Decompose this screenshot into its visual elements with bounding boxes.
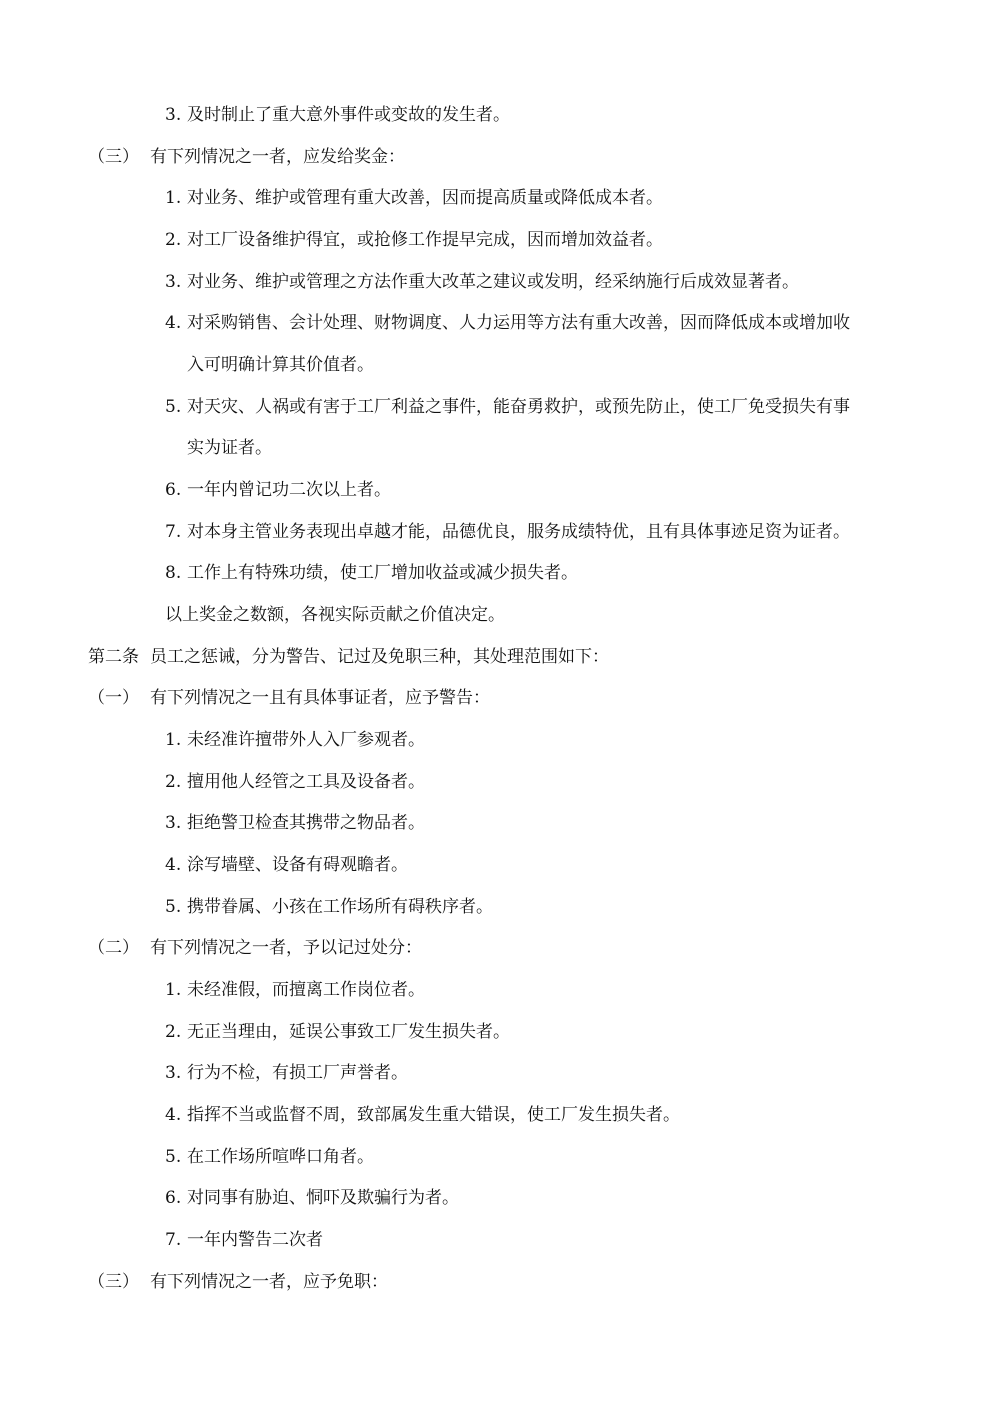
list-item — [165, 187, 663, 209]
section-title: 有下列情况之一且有具体事证者，应予警告： — [150, 688, 490, 708]
list-item — [165, 979, 425, 1001]
section-heading-bonus — [88, 146, 405, 168]
item-number: 7. — [165, 522, 182, 542]
item-text: 对工厂设备维护得宜，或抢修工作提早完成，因而增加效益者。 — [187, 230, 663, 250]
item-number: 8. — [165, 563, 182, 583]
item-text: 携带眷属、小孩在工作场所有碍秩序者。 — [187, 897, 493, 917]
item-text: 涂写墙壁、设备有碍观瞻者。 — [187, 855, 408, 875]
item-number: 3. — [165, 272, 182, 292]
article-heading — [88, 646, 609, 668]
item-number: 6. — [165, 480, 182, 500]
item-text: 擅用他人经管之工具及设备者。 — [187, 772, 425, 792]
item-text: 一年内曾记功二次以上者。 — [187, 480, 391, 500]
item-number: 5. — [165, 397, 182, 417]
item-number: 2. — [165, 230, 182, 250]
section-heading-warning — [88, 687, 490, 709]
section-title: 有下列情况之一者，予以记过处分： — [150, 938, 422, 958]
item-continuation: 实为证者。 — [187, 438, 272, 458]
list-item — [165, 521, 850, 543]
section-heading-dismissal — [88, 1271, 388, 1293]
list-item — [165, 396, 850, 418]
item-number: 3. — [165, 1063, 182, 1083]
item-number: 1. — [165, 730, 182, 750]
item-text: 在工作场所喧哗口角者。 — [187, 1147, 374, 1167]
item-text: 对本身主管业务表现出卓越才能，品德优良，服务成绩特优，且有具体事迹足资为证者。 — [187, 522, 850, 542]
item-number: 2. — [165, 1022, 182, 1042]
list-item — [165, 1104, 680, 1126]
item-number: 3. — [165, 105, 182, 125]
item-text: 对同事有胁迫、恫吓及欺骗行为者。 — [187, 1188, 459, 1208]
item-text: 对采购销售、会计处理、财物调度、人力运用等方法有重大改善，因而降低成本或增加收 — [187, 313, 850, 333]
item-number: 4. — [165, 1105, 182, 1125]
item-continuation: 入可明确计算其价值者。 — [187, 355, 374, 375]
item-text: 及时制止了重大意外事件或变故的发生者。 — [187, 105, 510, 125]
bonus-note: 以上奖金之数额，各视实际贡献之价值决定。 — [165, 605, 505, 625]
item-text: 对业务、维护或管理有重大改善，因而提高质量或降低成本者。 — [187, 188, 663, 208]
item-text: 无正当理由，延误公事致工厂发生损失者。 — [187, 1022, 510, 1042]
section-title: 有下列情况之一者，应予免职： — [150, 1272, 388, 1292]
item-number: 1. — [165, 980, 182, 1000]
list-item — [165, 562, 578, 584]
section-mark: （三） — [88, 147, 139, 167]
article-title: 员工之惩诫，分为警告、记过及免职三种，其处理范围如下： — [150, 647, 609, 667]
item-number: 5. — [165, 897, 182, 917]
list-item — [165, 104, 510, 126]
list-item — [165, 1229, 323, 1251]
item-number: 5. — [165, 1147, 182, 1167]
list-item — [165, 312, 850, 334]
list-item — [165, 271, 799, 293]
item-text: 对天灾、人祸或有害于工厂利益之事件，能奋勇救护，或预先防止，使工厂免受损失有事 — [187, 397, 850, 417]
item-number: 4. — [165, 313, 182, 333]
section-heading-demerit — [88, 937, 422, 959]
section-mark: （一） — [88, 688, 139, 708]
list-item — [165, 896, 493, 918]
list-item — [165, 1062, 408, 1084]
list-item — [165, 1021, 510, 1043]
item-text: 拒绝警卫检查其携带之物品者。 — [187, 813, 425, 833]
item-text: 未经准许擅带外人入厂参观者。 — [187, 730, 425, 750]
list-item — [165, 729, 425, 751]
item-number: 2. — [165, 772, 182, 792]
list-item — [165, 229, 663, 251]
section-title: 有下列情况之一者，应发给奖金： — [150, 147, 405, 167]
list-item — [165, 771, 425, 793]
item-number: 6. — [165, 1188, 182, 1208]
item-text: 未经准假，而擅离工作岗位者。 — [187, 980, 425, 1000]
item-text: 指挥不当或监督不周，致部属发生重大错误，使工厂发生损失者。 — [187, 1105, 680, 1125]
list-item — [165, 854, 408, 876]
list-item — [165, 479, 391, 501]
article-mark: 第二条 — [88, 647, 139, 667]
list-item — [165, 812, 425, 834]
item-text: 一年内警告二次者 — [187, 1230, 323, 1250]
item-number: 1. — [165, 188, 182, 208]
section-mark: （三） — [88, 1272, 139, 1292]
item-text: 工作上有特殊功绩，使工厂增加收益或减少损失者。 — [187, 563, 578, 583]
item-number: 4. — [165, 855, 182, 875]
item-number: 3. — [165, 813, 182, 833]
list-item — [165, 1146, 374, 1168]
list-item — [165, 1187, 459, 1209]
item-text: 对业务、维护或管理之方法作重大改革之建议或发明，经采纳施行后成效显著者。 — [187, 272, 799, 292]
section-mark: （二） — [88, 938, 139, 958]
item-number: 7. — [165, 1230, 182, 1250]
item-text: 行为不检，有损工厂声誉者。 — [187, 1063, 408, 1083]
